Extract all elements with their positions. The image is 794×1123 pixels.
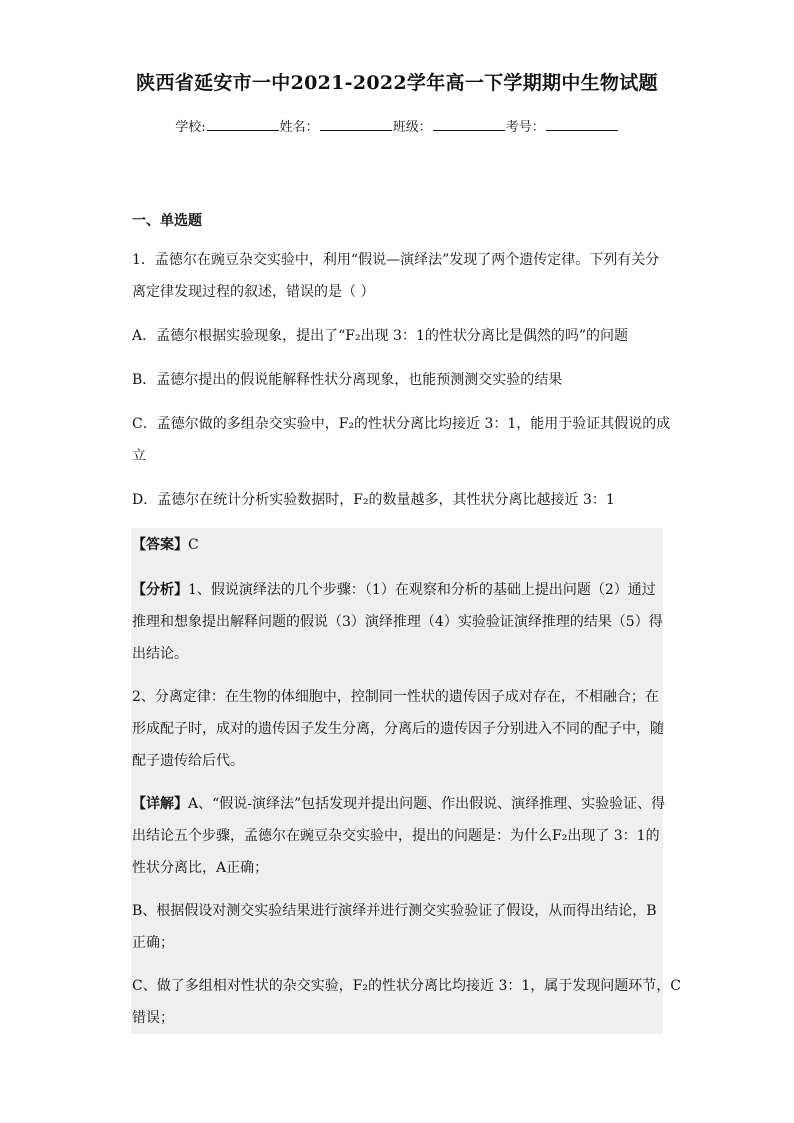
detail-paragraph-b (132, 895, 664, 959)
class-label: 班级： (392, 120, 432, 135)
analysis-text: 配子遗传给后代。 (132, 753, 244, 769)
class-blank[interactable] (433, 118, 505, 131)
name-label: 姓名： (279, 120, 319, 135)
option-b (132, 364, 664, 396)
option-d-text: D．孟德尔在统计分析实验数据时，F₂的数量越多，其性状分离比越接近 3：1 (132, 492, 615, 508)
option-c-text: C．孟德尔做的多组杂交实验中，F₂的性状分离比均接近 3：1，能用于验证其假说的成 (132, 416, 671, 432)
option-c (132, 408, 671, 472)
school-blank[interactable] (207, 118, 279, 131)
detail-label: 【详解】 (132, 796, 188, 812)
question-stem: 离定律发现过程的叙述，错误的是（ ） (132, 284, 375, 300)
analysis-text: 推理和想象提出解释问题的假说（3）演绎推理（4）实验验证演绎推理的结果（5）得 (132, 614, 663, 630)
option-a-text: A．孟德尔根据实验现象，提出了“F₂出现 3：1的性状分离比是偶然的吗”的问题 (132, 328, 629, 344)
analysis-text: 1、假说演绎法的几个步骤：（1）在观察和分析的基础上提出问题（2）通过 (188, 582, 656, 598)
analysis-text: 出结论。 (132, 646, 188, 662)
detail-text: A、“假说-演绎法”包括发现并提出问题、作出假说、演绎推理、实验验证、得 (188, 796, 666, 812)
analysis-paragraph-2 (132, 681, 664, 777)
detail-text: C、做了多组相对性状的杂交实验，F₂的性状分离比均接近 3：1，属于发现问题环节，C (132, 978, 682, 994)
analysis-label: 【分析】 (132, 582, 188, 598)
name-blank[interactable] (320, 118, 392, 131)
detail-text: 性状分离比，A正确； (132, 860, 269, 876)
question-1 (132, 244, 664, 308)
student-info-line (0, 116, 794, 135)
page-title: 陕西省延安市一中2021-2022学年高一下学期期中生物试题 (136, 72, 658, 94)
school-label: 学校: (175, 120, 206, 135)
answer-line (132, 529, 664, 561)
answer-value: C (188, 537, 199, 553)
option-d (132, 484, 664, 516)
detail-text: B、根据假设对测交实验结果进行演绎并进行测交实验验证了假设，从而得出结论，B (132, 903, 657, 919)
number-blank[interactable] (546, 118, 618, 131)
detail-text: 正确； (132, 935, 174, 951)
analysis-text: 2、分离定律：在生物的体细胞中，控制同一性状的遗传因子成对存在，不相融合；在 (132, 689, 659, 705)
question-stem: 1．孟德尔在豌豆杂交实验中，利用“假说—演绎法”发现了两个遗传定律。下列有关分 (132, 252, 660, 268)
detail-text: 出结论五个步骤，孟德尔在豌豆杂交实验中，提出的问题是：为什么F₂出现了 3：1的 (132, 828, 660, 844)
detail-text: 错误； (132, 1010, 174, 1026)
option-b-text: B．孟德尔提出的假说能解释性状分离现象，也能预测测交实验的结果 (132, 372, 563, 388)
section-heading: 一、单选题 (132, 213, 202, 229)
answer-label: 【答案】 (132, 537, 188, 553)
analysis-paragraph-1 (132, 574, 664, 670)
option-c-text: 立 (132, 448, 146, 464)
option-a (132, 320, 664, 352)
detail-paragraph-c (132, 970, 682, 1034)
analysis-text: 形成配子时，成对的遗传因子发生分离，分离后的遗传因子分别进入不同的配子中，随 (132, 721, 664, 737)
number-label: 考号： (505, 120, 545, 135)
detail-paragraph-a (132, 788, 664, 884)
